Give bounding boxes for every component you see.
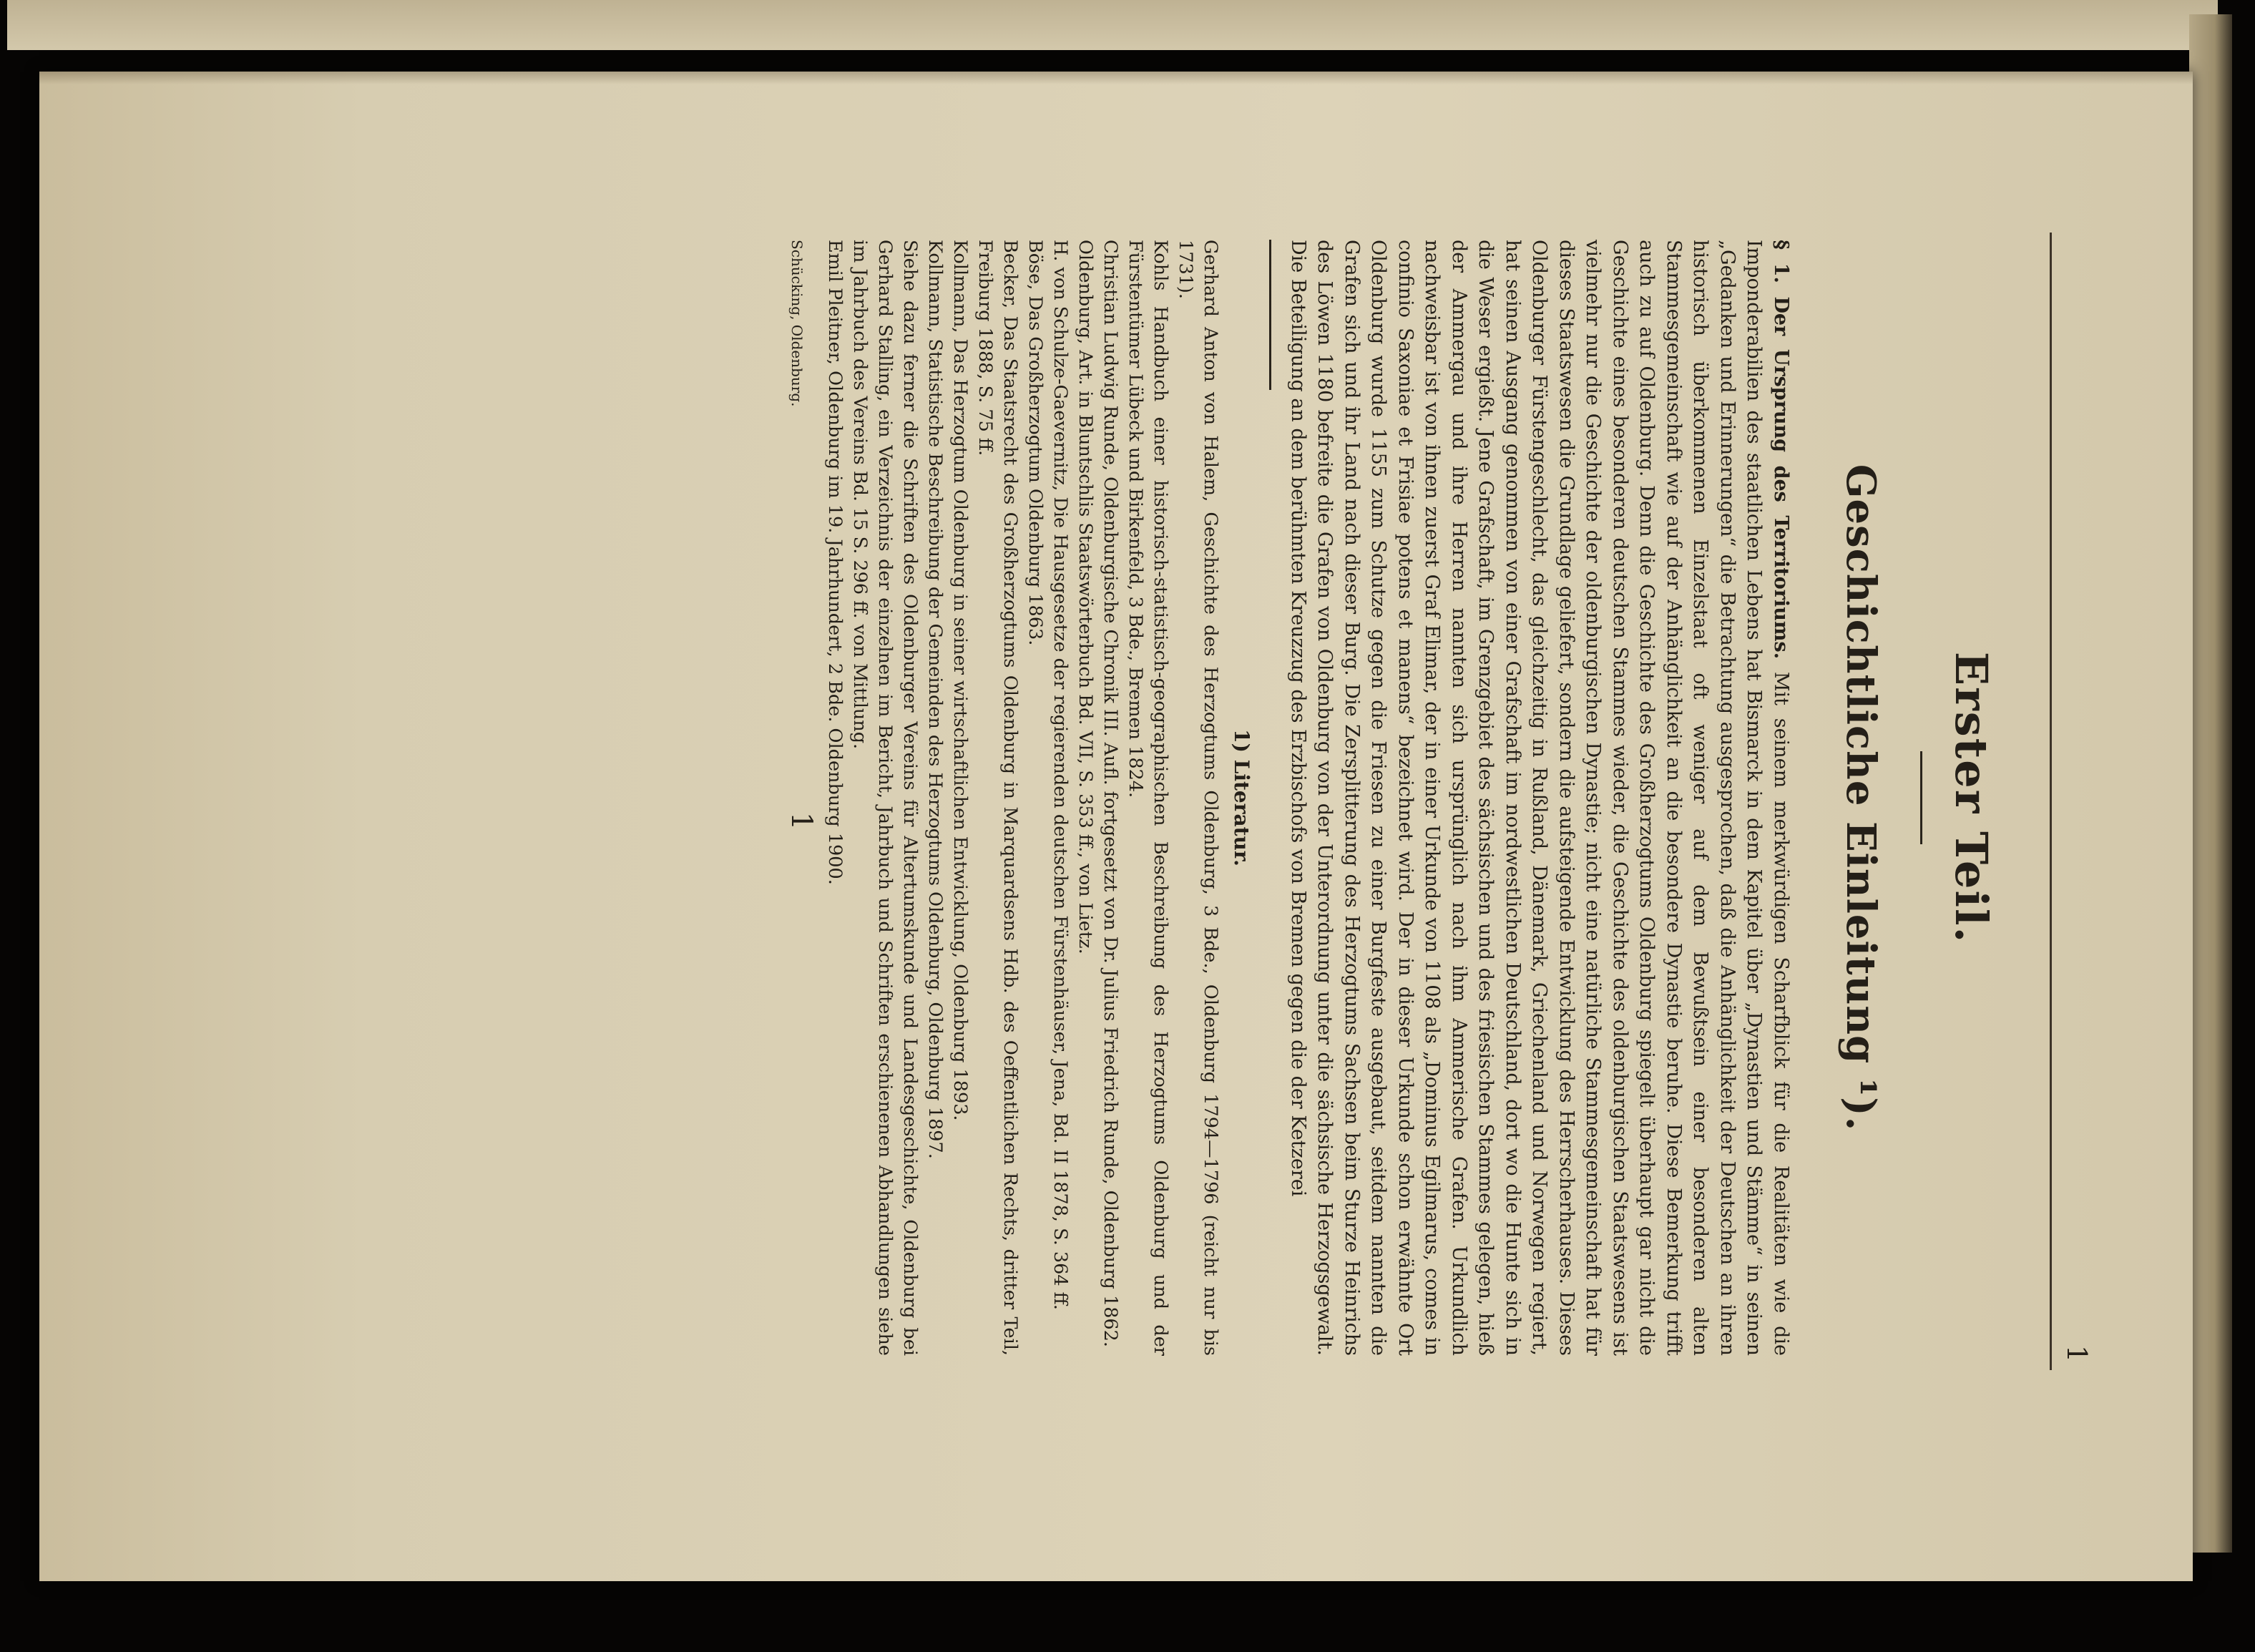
- literature-entry: Kollmann, Das Herzogtum Oldenburg in seiner wirtschaftlichen Entwicklung, Oldenburg 1893.: [949, 240, 972, 1121]
- literature-entry: Kohls Handbuch einer historisch-statistisch-geographischen Beschreibung des Herzogtums Oldenburg und der Fürstentümer Lübeck und Birkenfeld, 3 Bde., Bremen 1824.: [1125, 240, 1172, 1356]
- literature-entry: Christian Ludwig Runde, Oldenburgische Chronik III. Aufl. fortgesetzt von Dr. Julius Friedrich Runde, Oldenburg 1862.: [1100, 240, 1122, 1347]
- literature-entry: Böse, Das Großherzogtum Oldenburg 1863.: [1024, 240, 1047, 646]
- printer-signature: [786, 240, 818, 1356]
- page-shadow: [39, 72, 2193, 84]
- literature-entry: Siehe dazu ferner die Schriften des Oldenburger Vereins für Altertumskunde und Landesgeschichte, Oldenburg bei Gerhard Stalling, ein Verzeichnis der einzelnen im Bericht, Jahrbuch und Schriften erschienenen Abhandlungen siehe im Jahrbuch des Vereins Bd. 15 S. 296 ff. von Mittlung.: [849, 240, 921, 1356]
- section-paragraph: [1285, 240, 1795, 1356]
- footnote-divider: [1270, 240, 1272, 390]
- previous-page-edge: [7, 0, 2218, 50]
- signature-text: Schücking, Oldenburg.: [788, 240, 806, 407]
- book-binding: [2189, 14, 2232, 1553]
- footnote-title: 1) Literatur.: [1230, 729, 1254, 866]
- title-divider: [1920, 751, 1922, 844]
- literature-entry: Gerhard Anton von Halem, Geschichte des Herzogtums Oldenburg, 3 Bde., Oldenburg 1794—1796 (reicht nur bis 1731).: [1175, 240, 1222, 1356]
- header-rule: [2050, 233, 2052, 1370]
- literature-list: [823, 240, 1223, 1356]
- literature-entry: Becker, Das Staatsrecht des Großherzogtums Oldenburg in Marquardsens Hdb. des Oeffentlichen Rechts, dritter Teil, Freiburg 1888, S. 75 ff.: [974, 240, 1022, 1356]
- section-heading: § 1. Der Ursprung des Territoriums.: [1770, 240, 1792, 660]
- part-title: Erster Teil.: [1945, 651, 1997, 944]
- rotated-text-block: [182, 240, 2000, 1356]
- book-page: [39, 72, 2193, 1581]
- literature-entry: H. von Schulze-Gaevernitz, Die Hausgesetze der regierenden deutschen Fürstenhäuser, Jena, Bd. II 1878, S. 364 ff.: [1050, 240, 1072, 1310]
- signature-number: 1: [785, 811, 818, 831]
- page-number: 1: [2061, 1345, 2093, 1363]
- literature-entry: Oldenburg, Art. in Bluntschlis Staatswörterbuch Bd. VII, S. 353 ff., von Lietz.: [1075, 240, 1097, 954]
- chapter-title: Geschichtliche Einleitung ¹).: [1837, 464, 1884, 1132]
- section-body: Mit seinem merkwürdigen Scharfblick für die Realitäten wie die Imponderabilien des staatlichen Lebens hat Bismarck in dem Kapitel über „Dynastien und Stämme“ in seinen „Gedanken und Erinnerungen“ die Betrachtung ausgesprochen, daß die Anhänglichkeit der Deutschen an ihren historisch überkommenen Einzelstaat oft weniger auf dem Bewußtsein einer besonderen alten Stammesgemeinschaft wie auf der Anhänglichkeit an die besondere Dynastie beruhe. Diese Bemerkung trifft auch zu auf Oldenburg. Denn die Geschichte des Großherzogtums Oldenburg spiegelt überhaupt gar nicht die Geschichte eines besonderen deutschen Stammes wieder, die Geschichte des oldenburgischen Staatswesens ist vielmehr nur die Geschichte der oldenburgischen Dynastie; nicht eine natürliche Stammesgemeinschaft hat für dieses Staatswesen die Grundlage geliefert, sondern die aufsteigende Entwicklung des Herrscherhauses. Dieses Oldenburger Fürstengeschlecht, das gleichzeitig in Rußland, Dänemark, Griechenland und Norwegen regiert, hat seinen Ausgang genommen von einer Grafschaft im nordwestlichen Deutschland, dort wo die Hunte sich in die Weser ergießt. Jene Grafschaft, im Grenzgebiet des sächsischen und des friesischen Stammes gelegen, hieß der Ammergau und ihre Herren nannten sich ursprünglich nach ihm Ammerische Grafen. Urkundlich nachweisbar ist von ihnen zuerst Graf Elimar, der in einer Urkunde von 1108 als „Dominus Egilmarus, comes in confinio Saxoniae et Frisiae potens et manens“ bezeichnet wird. Der in dieser Urkunde schon erwähnte Ort Oldenburg wurde 1155 zum Schutze gegen die Friesen zu einer Burgfeste ausgebaut, seitdem nannten die Grafen sich und ihr Land nach dieser Burg. Die Zersplitterung des Herzogtums Sachsen beim Sturze Heinrichs des Löwen 1180 befreite die Grafen von Oldenburg von der Unterordnung unter die sächsische Herzogsgewalt. Die Beteiligung an dem berühmten Kreuzzug des Erzbischofs von Bremen gegen die der Ketzerei: [1287, 240, 1792, 1356]
- literature-entry: Emil Pleitner, Oldenburg im 19. Jahrhundert, 2 Bde. Oldenburg 1900.: [824, 240, 846, 885]
- literature-entry: Kollmann, Statistische Beschreibung der Gemeinden des Herzogtums Oldenburg, Oldenburg 1897.: [924, 240, 946, 1159]
